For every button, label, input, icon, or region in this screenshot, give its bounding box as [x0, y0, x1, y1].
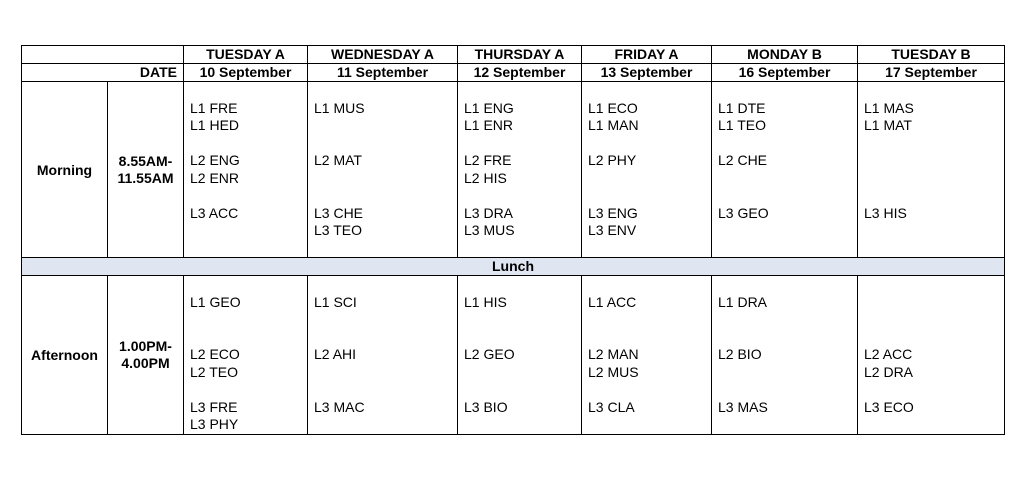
exam-subject: L3 ACC	[190, 204, 239, 221]
level-group-l1	[588, 294, 711, 329]
lunch-row	[22, 258, 1005, 276]
empty-line	[314, 416, 457, 434]
exam-subject: L3 ECO	[864, 398, 914, 415]
day-header: WEDNESDAY A	[308, 46, 458, 64]
session-time-afternoon	[108, 276, 184, 435]
empty-line	[718, 170, 857, 188]
level-group-l1	[718, 100, 857, 135]
empty-line	[190, 222, 307, 240]
slot-cell	[458, 82, 582, 258]
level-group-l1	[464, 100, 581, 135]
empty-line	[864, 294, 1004, 312]
exam-subject: L3 CHE	[314, 204, 364, 221]
day-header: THURSDAY A	[458, 46, 582, 64]
exam-subject: L1 HED	[190, 117, 240, 133]
exam-subject: L2 AHI	[314, 346, 357, 362]
level-group-l3	[588, 205, 711, 240]
level-group-l2	[864, 152, 1004, 187]
level-group-l3	[464, 399, 581, 434]
date-row	[22, 64, 1005, 82]
exam-subject: L1 DRA	[718, 293, 768, 310]
slot-cell	[858, 82, 1005, 258]
group-gap	[718, 329, 857, 347]
exam-subject: L2 TEO	[190, 363, 238, 380]
afternoon-row	[22, 276, 1005, 435]
group-gap	[718, 135, 857, 153]
level-group-l1	[718, 294, 857, 329]
empty-line	[190, 311, 307, 329]
exam-subject: L2 MUS	[588, 363, 639, 380]
empty-line	[464, 416, 581, 434]
cell-top-gap	[588, 82, 711, 100]
exam-subject: L3 PHY	[190, 416, 239, 432]
cell-top-gap	[718, 82, 857, 100]
date-label: DATE	[22, 64, 184, 82]
level-group-l1	[864, 100, 1004, 135]
session-label-morning: Morning	[22, 82, 108, 258]
group-gap	[190, 187, 307, 205]
exam-subject: L2 HIS	[464, 169, 507, 186]
exam-subject: L1 MAS	[864, 99, 914, 116]
level-group-l3	[718, 399, 857, 434]
empty-line	[314, 117, 457, 135]
empty-line	[864, 311, 1004, 329]
lunch-label: Lunch	[22, 258, 1005, 276]
slot-cell	[582, 82, 712, 258]
group-gap	[190, 329, 307, 347]
level-group-l2	[190, 152, 307, 187]
cell-top-gap	[588, 276, 711, 294]
level-group-l2	[588, 152, 711, 187]
exam-timetable	[21, 45, 1005, 435]
level-group-l3	[864, 399, 1004, 434]
exam-subject: L1 GEO	[190, 293, 241, 310]
exam-subject: L2 PHY	[588, 152, 637, 168]
group-gap	[588, 187, 711, 205]
group-gap	[588, 135, 711, 153]
level-group-l2	[464, 346, 581, 381]
exam-subject: L1 MUS	[314, 99, 365, 116]
cell-top-gap	[464, 82, 581, 100]
level-group-l1	[190, 294, 307, 329]
level-group-l3	[588, 399, 711, 434]
time-end: 4.00PM	[121, 354, 170, 371]
exam-subject: L3 BIO	[464, 398, 508, 415]
group-gap	[464, 187, 581, 205]
group-gap	[314, 381, 457, 399]
cell-top-gap	[718, 276, 857, 294]
exam-subject: L2 ENR	[190, 169, 240, 186]
cell-top-gap	[464, 276, 581, 294]
session-time-morning	[108, 82, 184, 258]
group-gap	[718, 187, 857, 205]
level-group-l2	[314, 346, 457, 381]
time-start: 1.00PM-	[119, 337, 172, 354]
exam-subject: L3 MAC	[314, 398, 365, 415]
group-gap	[464, 329, 581, 347]
exam-subject: L3 HIS	[864, 204, 907, 221]
cell-top-gap	[190, 276, 307, 294]
empty-line	[314, 364, 457, 382]
exam-subject: L1 MAT	[864, 117, 912, 133]
session-label-afternoon: Afternoon	[22, 276, 108, 435]
day-header-row	[22, 46, 1005, 64]
level-group-l3	[464, 205, 581, 240]
cell-top-gap	[314, 82, 457, 100]
exam-subject: L3 TEO	[314, 222, 362, 238]
exam-subject: L2 DRA	[864, 363, 914, 380]
empty-line	[718, 416, 857, 434]
empty-line	[718, 364, 857, 382]
empty-line	[864, 152, 1004, 170]
group-gap	[314, 187, 457, 205]
empty-line	[864, 170, 1004, 188]
level-group-l1	[190, 100, 307, 135]
exam-subject: L1 HIS	[464, 293, 507, 310]
empty-line	[314, 311, 457, 329]
exam-subject: L3 GEO	[718, 204, 769, 221]
exam-subject: L1 FRE	[190, 99, 238, 116]
level-group-l3	[314, 399, 457, 434]
date-cell: 10 September	[184, 64, 308, 82]
group-gap	[190, 135, 307, 153]
exam-subject: L1 ACC	[588, 293, 637, 310]
exam-subject: L2 ACC	[864, 346, 913, 362]
group-gap	[864, 329, 1004, 347]
slot-cell	[712, 82, 858, 258]
slot-cell	[184, 82, 308, 258]
exam-subject: L3 CLA	[588, 398, 635, 415]
exam-subject: L2 MAN	[588, 346, 639, 362]
date-cell: 17 September	[858, 64, 1005, 82]
day-header: FRIDAY A	[582, 46, 712, 64]
exam-subject: L1 ENG	[464, 99, 514, 116]
empty-line	[464, 311, 581, 329]
exam-subject: L3 MAS	[718, 398, 768, 415]
exam-subject: L2 FRE	[464, 152, 512, 168]
date-cell: 11 September	[308, 64, 458, 82]
slot-cell	[308, 82, 458, 258]
level-group-l2	[190, 346, 307, 381]
exam-subject: L2 ECO	[190, 346, 240, 362]
group-gap	[588, 329, 711, 347]
empty-line	[864, 416, 1004, 434]
exam-subject: L1 ENR	[464, 117, 514, 133]
date-cell: 13 September	[582, 64, 712, 82]
group-gap	[588, 381, 711, 399]
day-header: TUESDAY B	[858, 46, 1005, 64]
exam-subject: L3 FRE	[190, 398, 238, 415]
exam-subject: L1 TEO	[718, 117, 766, 133]
exam-subject: L2 MAT	[314, 152, 362, 168]
cell-top-gap	[314, 276, 457, 294]
exam-subject: L2 ENG	[190, 152, 240, 168]
exam-subject: L1 MAN	[588, 117, 639, 133]
empty-line	[588, 311, 711, 329]
day-header: MONDAY B	[712, 46, 858, 64]
exam-subject: L2 CHE	[718, 152, 768, 168]
level-group-l3	[190, 205, 307, 240]
level-group-l2	[464, 152, 581, 187]
group-gap	[464, 381, 581, 399]
level-group-l1	[864, 294, 1004, 329]
empty-line	[864, 222, 1004, 240]
exam-subject: L3 ENG	[588, 204, 638, 221]
level-group-l3	[190, 399, 307, 434]
group-gap	[314, 329, 457, 347]
slot-cell	[184, 276, 308, 435]
empty-line	[718, 311, 857, 329]
day-header: TUESDAY A	[184, 46, 308, 64]
slot-cell	[582, 276, 712, 435]
level-group-l1	[314, 294, 457, 329]
slot-cell	[308, 276, 458, 435]
cell-top-gap	[864, 276, 1004, 294]
empty-line	[588, 416, 711, 434]
group-gap	[718, 381, 857, 399]
level-group-l1	[314, 100, 457, 135]
level-group-l2	[718, 152, 857, 187]
cell-top-gap	[190, 82, 307, 100]
group-gap	[864, 187, 1004, 205]
group-gap	[464, 135, 581, 153]
level-group-l2	[314, 152, 457, 187]
group-gap	[190, 381, 307, 399]
level-group-l2	[864, 346, 1004, 381]
group-gap	[864, 381, 1004, 399]
empty-line	[718, 222, 857, 240]
exam-subject: L3 MUS	[464, 222, 515, 238]
exam-subject: L2 BIO	[718, 346, 762, 362]
exam-subject: L2 GEO	[464, 346, 515, 362]
empty-line	[588, 170, 711, 188]
exam-subject: L1 SCI	[314, 293, 357, 310]
time-end: 11.55AM	[117, 169, 174, 186]
exam-subject: L1 DTE	[718, 99, 766, 116]
exam-subject: L3 DRA	[464, 204, 514, 221]
group-gap	[314, 135, 457, 153]
header-blank-cell	[22, 46, 184, 64]
empty-line	[464, 364, 581, 382]
time-start: 8.55AM-	[118, 152, 173, 169]
level-group-l2	[718, 346, 857, 381]
level-group-l3	[864, 205, 1004, 240]
slot-cell	[858, 276, 1005, 435]
level-group-l3	[718, 205, 857, 240]
level-group-l3	[314, 205, 457, 240]
level-group-l1	[464, 294, 581, 329]
exam-subject: L1 ECO	[588, 99, 638, 116]
date-cell: 16 September	[712, 64, 858, 82]
slot-cell	[458, 276, 582, 435]
date-cell: 12 September	[458, 64, 582, 82]
morning-row	[22, 82, 1005, 258]
level-group-l2	[588, 346, 711, 381]
slot-cell	[712, 276, 858, 435]
exam-subject: L3 ENV	[588, 222, 637, 238]
cell-top-gap	[864, 82, 1004, 100]
empty-line	[314, 170, 457, 188]
group-gap	[864, 135, 1004, 153]
level-group-l1	[588, 100, 711, 135]
